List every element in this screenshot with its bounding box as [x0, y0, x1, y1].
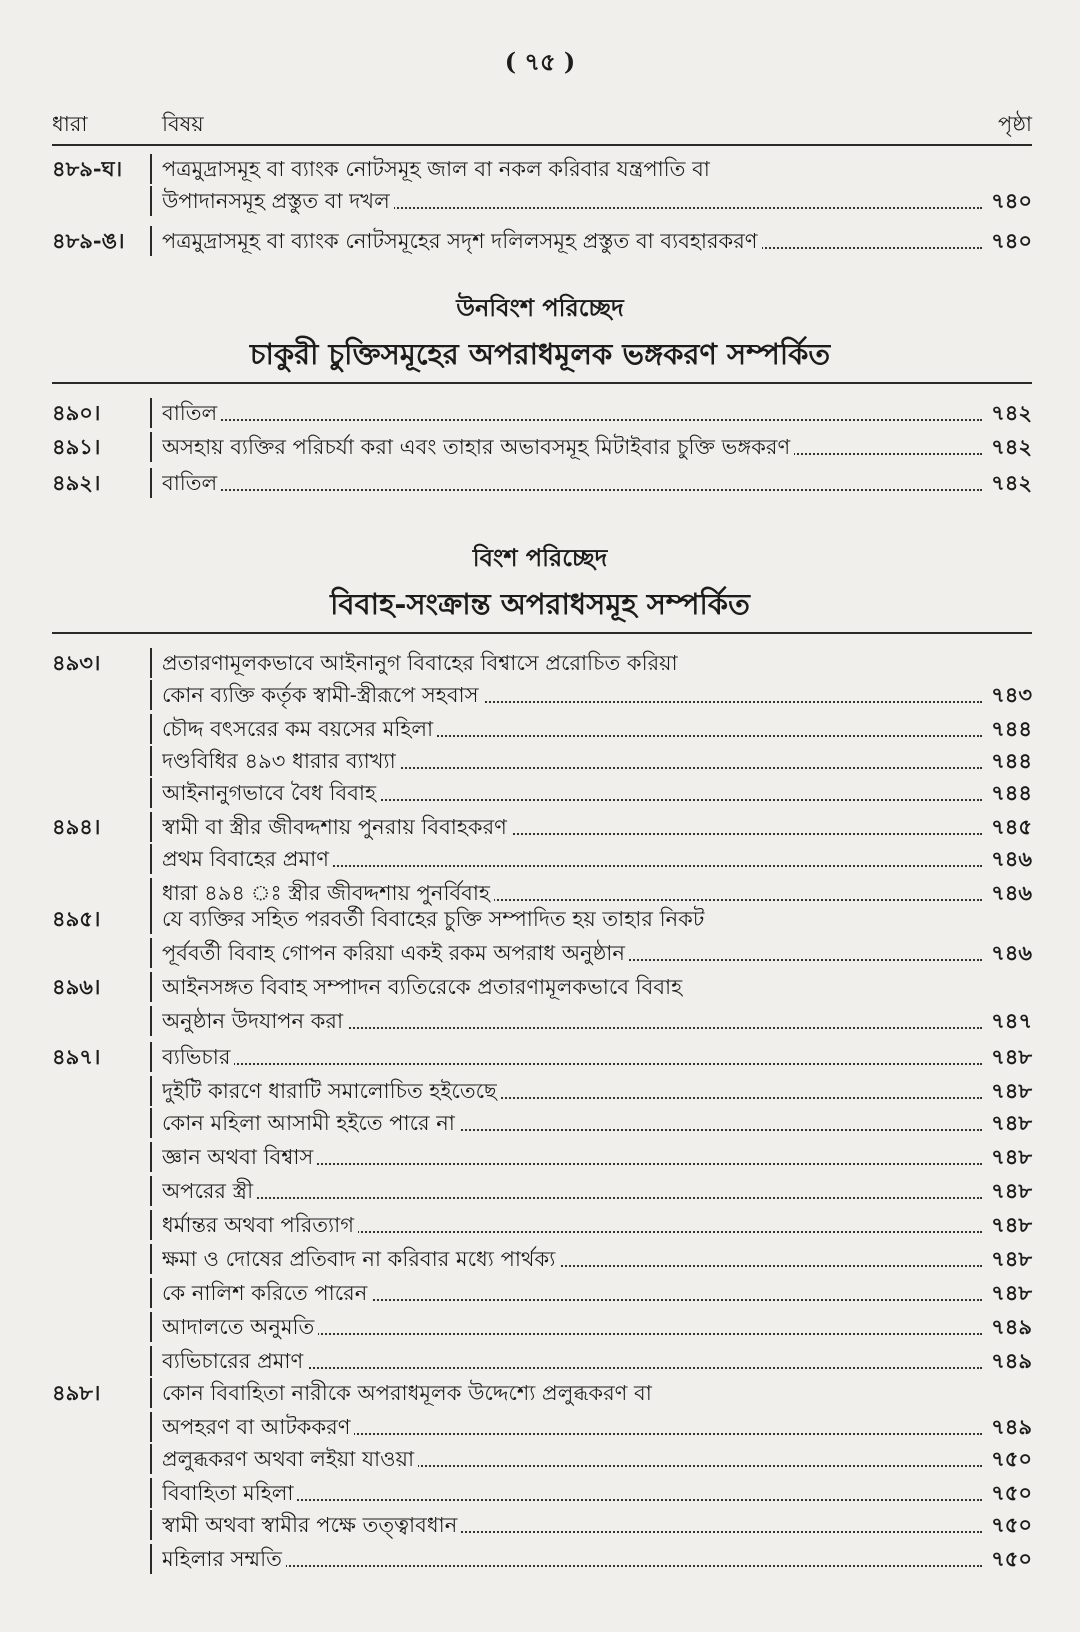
subject-cell — [162, 1106, 982, 1140]
page-number-cell: ৭৪২ — [991, 434, 1032, 459]
subject-cell — [162, 1208, 982, 1242]
toc-row — [52, 1276, 1032, 1310]
subject-cell — [162, 1476, 982, 1510]
column-divider — [150, 1108, 152, 1138]
column-divider — [150, 226, 152, 256]
column-divider — [150, 1544, 152, 1574]
subject-cell — [162, 224, 982, 258]
chapter-20-number: বিংশ পরিচ্ছেদ — [472, 543, 608, 572]
toc-row — [52, 1074, 1032, 1108]
column-divider — [150, 812, 152, 842]
toc-row — [52, 646, 1032, 680]
subject-cell — [162, 1004, 982, 1038]
subject-cell — [162, 1040, 982, 1074]
subject-text: পূর্ববর্তী বিবাহ গোপন করিয়া একই রকম অপরাধ অনুষ্ঠান — [162, 941, 629, 965]
subject-cell — [162, 1140, 982, 1174]
subject-text: কোন ব্যক্তি কর্তৃক স্বামী-স্ত্রীরূপে সহবাস — [162, 683, 483, 707]
column-divider — [150, 844, 152, 874]
toc-row — [52, 970, 1032, 1004]
subject-text: জ্ঞান অথবা বিশ্বাস — [162, 1145, 317, 1169]
page-number-cell: ৭৪৮ — [991, 1246, 1032, 1271]
subject-cell — [162, 1074, 982, 1108]
toc-row — [52, 936, 1032, 970]
subject-text: পত্রমুদ্রাসমূহ বা ব্যাংক নোটসমূহ জাল বা নকল করিবার যন্ত্রপাতি বা — [162, 157, 714, 181]
column-divider — [150, 1142, 152, 1172]
page-number-cell: ৭৪৭ — [991, 1008, 1032, 1033]
column-divider — [150, 398, 152, 428]
subject-cell — [162, 184, 982, 218]
page-number-cell: ৭৪৯ — [991, 1314, 1032, 1339]
subject-cell — [162, 1310, 982, 1344]
section-number: ৪৯৬। — [52, 974, 101, 999]
subject-cell — [162, 678, 982, 712]
toc-row — [52, 776, 1032, 810]
toc-row — [52, 1442, 1032, 1476]
toc-row — [52, 1140, 1032, 1174]
subject-cell — [162, 1542, 982, 1576]
subject-cell — [162, 842, 982, 876]
subject-text: স্বামী বা স্ত্রীর জীবদ্দশায় পুনরায় বিবাহকরণ — [162, 815, 511, 839]
subject-text: মহিলার সম্মতি — [162, 1547, 286, 1571]
subject-text: ব্যভিচার — [162, 1045, 234, 1069]
subject-text: দুইটি কারণে ধারাটি সমালোচিত হইতেছে — [162, 1079, 501, 1103]
subject-cell — [162, 1174, 982, 1208]
header-section: ধারা — [52, 112, 88, 136]
toc-row — [52, 1376, 1032, 1410]
subject-cell — [162, 1508, 982, 1542]
page-number-cell: ৭৪২ — [991, 400, 1032, 425]
toc-row — [52, 1040, 1032, 1074]
page-number-cell: ৭৫০ — [991, 1480, 1032, 1505]
page-number-cell: ৭৪৮ — [991, 1144, 1032, 1169]
toc-row — [52, 1476, 1032, 1510]
subject-text: প্রথম বিবাহের প্রমাণ — [162, 847, 333, 871]
subject-text: উপাদানসমূহ প্রস্তুত বা দখল — [162, 189, 394, 213]
subject-cell — [162, 1376, 982, 1410]
page-number-cell: ৭৪৬ — [991, 940, 1032, 965]
subject-text: ব্যভিচারের প্রমাণ — [162, 1349, 307, 1373]
subject-cell — [162, 152, 982, 186]
column-divider — [150, 468, 152, 498]
toc-row — [52, 744, 1032, 778]
subject-cell — [162, 1410, 982, 1444]
column-divider — [150, 1510, 152, 1540]
subject-text: ধারা ৪৯৪ ঃ স্ত্রীর জীবদ্দশায় পুনর্বিবাহ — [162, 881, 494, 905]
column-divider — [150, 154, 152, 184]
toc-row — [52, 1174, 1032, 1208]
column-divider — [150, 714, 152, 744]
section-number: ৪৯৮। — [52, 1380, 101, 1405]
toc-row — [52, 1344, 1032, 1378]
column-divider — [150, 1176, 152, 1206]
column-divider — [150, 1478, 152, 1508]
page-number-cell: ৭৪৬ — [991, 846, 1032, 871]
dot-leader — [162, 1197, 982, 1199]
toc-row — [52, 1208, 1032, 1242]
subject-cell — [162, 712, 982, 746]
page-number-cell: ৭৫০ — [991, 1512, 1032, 1537]
subject-text: যে ব্যক্তির সহিত পরবর্তী বিবাহের চুক্তি সম্পাদিত হয় তাহার নিকট — [162, 907, 708, 931]
toc-row — [52, 1004, 1032, 1038]
toc-row — [52, 678, 1032, 712]
column-divider — [150, 1346, 152, 1376]
header-page: পৃষ্ঠা — [997, 112, 1032, 136]
subject-text: ক্ষমা ও দোষের প্রতিবাদ না করিবার মধ্যে পার্থক্য — [162, 1247, 559, 1271]
subject-cell — [162, 902, 982, 936]
column-divider — [150, 680, 152, 710]
section-number: ৪৮৯-ঘ। — [52, 156, 123, 181]
toc-row — [52, 1410, 1032, 1444]
subject-cell — [162, 810, 982, 844]
page-number-cell: ৭৪৩ — [991, 682, 1032, 707]
column-divider — [150, 746, 152, 776]
toc-row — [52, 224, 1032, 258]
subject-text: আইনানুগভাবে বৈধ বিবাহ — [162, 781, 380, 805]
chapter-19-number: উনবিংশ পরিচ্ছেদ — [456, 293, 624, 322]
subject-cell — [162, 1344, 982, 1378]
column-divider — [150, 648, 152, 678]
subject-cell — [162, 970, 982, 1004]
dot-leader — [162, 489, 982, 491]
section-number: ৪৯৪। — [52, 814, 101, 839]
page-number-cell: ৭৪৮ — [991, 1280, 1032, 1305]
toc-row — [52, 810, 1032, 844]
subject-text: অসহায় ব্যক্তির পরিচর্যা করা এবং তাহার অভাবসমূহ মিটাইবার চুক্তি ভঙ্গকরণ — [162, 435, 794, 459]
page-number-cell: ৭৪৮ — [991, 1110, 1032, 1135]
toc-row — [52, 902, 1032, 936]
subject-text: বাতিল — [162, 401, 221, 425]
section-number: ৪৮৯-ঙ। — [52, 228, 125, 253]
page-number-cell: ৭৪৪ — [991, 748, 1032, 773]
column-divider — [150, 938, 152, 968]
subject-text: কোন বিবাহিতা নারীকে অপরাধমূলক উদ্দেশ্যে প্রলুব্ধকরণ বা — [162, 1381, 656, 1405]
subject-cell — [162, 744, 982, 778]
column-divider — [150, 1076, 152, 1106]
column-divider — [150, 904, 152, 934]
toc-row — [52, 1542, 1032, 1576]
page-number-cell: ৭৪৮ — [991, 1178, 1032, 1203]
toc-row — [52, 842, 1032, 876]
subject-text: বিবাহিতা মহিলা — [162, 1481, 297, 1505]
toc-row — [52, 184, 1032, 218]
column-divider — [150, 1412, 152, 1442]
column-divider — [150, 1042, 152, 1072]
toc-row — [52, 152, 1032, 186]
column-divider — [150, 1312, 152, 1342]
subject-text: অপহরণ বা আটককরণ — [162, 1415, 354, 1439]
subject-text: বাতিল — [162, 471, 221, 495]
section-number: ৪৯৭। — [52, 1044, 101, 1069]
toc-row — [52, 1106, 1032, 1140]
column-divider — [150, 1378, 152, 1408]
dot-leader — [162, 1063, 982, 1065]
chapter-20-title: বিবাহ-সংক্রান্ত অপরাধসমূহ সম্পর্কিত — [330, 587, 750, 621]
section-number: ৪৯৩। — [52, 650, 101, 675]
subject-text: দণ্ডবিধির ৪৯৩ ধারার ব্যাখ্যা — [162, 749, 400, 773]
page-number-cell: ৭৫০ — [991, 1446, 1032, 1471]
subject-text: স্বামী অথবা স্বামীর পক্ষে তত্ত্বাবধান — [162, 1513, 461, 1537]
page-number-cell: ৭৪৯ — [991, 1348, 1032, 1373]
subject-text: অনুষ্ঠান উদযাপন করা — [162, 1009, 347, 1033]
subject-text: চৌদ্দ বৎসরের কম বয়সের মহিলা — [162, 717, 437, 741]
chapter-19-title: চাকুরী চুক্তিসমূহের অপরাধমূলক ভঙ্গকরণ সম্পর্কিত — [249, 337, 831, 371]
section-number: ৪৯৫। — [52, 906, 101, 931]
page-number-cell: ৭৪৪ — [991, 780, 1032, 805]
toc-row — [52, 1310, 1032, 1344]
subject-cell — [162, 466, 982, 500]
section-number: ৪৯১। — [52, 434, 101, 459]
subject-cell — [162, 430, 982, 464]
subject-text: অপরের স্ত্রী — [162, 1179, 257, 1203]
column-divider — [150, 1210, 152, 1240]
page-number-cell: ৭৪০ — [991, 188, 1032, 213]
toc-row — [52, 430, 1032, 464]
page-number-cell: ৭৪৮ — [991, 1044, 1032, 1069]
column-divider — [150, 778, 152, 808]
page-number-cell: ৭৪০ — [991, 228, 1032, 253]
dot-leader — [162, 419, 982, 421]
toc-row — [52, 1242, 1032, 1276]
toc-row — [52, 396, 1032, 430]
page-number-cell: ৭৫০ — [991, 1546, 1032, 1571]
page-number-cell: ৭৪৫ — [991, 814, 1032, 839]
column-divider — [150, 432, 152, 462]
subject-cell — [162, 1242, 982, 1276]
page-number-cell: ৭৪৬ — [991, 880, 1032, 905]
subject-cell — [162, 396, 982, 430]
subject-text: ধর্মান্তর অথবা পরিত্যাগ — [162, 1213, 358, 1237]
subject-text: প্রলুব্ধকরণ অথবা লইয়া যাওয়া — [162, 1447, 418, 1471]
subject-text: কে নালিশ করিতে পারেন — [162, 1281, 371, 1305]
header-subject: বিষয় — [162, 112, 204, 136]
page-number-cell: ৭৪৯ — [991, 1414, 1032, 1439]
page-number-cell: ৭৪৮ — [991, 1078, 1032, 1103]
column-divider — [150, 1244, 152, 1274]
subject-cell — [162, 776, 982, 810]
subject-cell — [162, 1442, 982, 1476]
subject-text: কোন মহিলা আসামী হইতে পারে না — [162, 1111, 459, 1135]
subject-text: আদালতে অনুমতি — [162, 1315, 318, 1339]
subject-cell — [162, 1276, 982, 1310]
section-number: ৪৯০। — [52, 400, 101, 425]
page-number-cell: ৭৪৪ — [991, 716, 1032, 741]
toc-row — [52, 712, 1032, 746]
subject-cell — [162, 646, 982, 680]
column-divider — [150, 972, 152, 1002]
column-divider — [150, 1278, 152, 1308]
column-divider — [150, 1006, 152, 1036]
subject-text: পত্রমুদ্রাসমূহ বা ব্যাংক নোটসমূহের সদৃশ দলিলসমূহ প্রস্তুত বা ব্যবহারকরণ — [162, 229, 762, 253]
column-divider — [150, 186, 152, 216]
toc-row — [52, 1508, 1032, 1542]
page-number: ( ৭৫ ) — [504, 47, 576, 76]
toc-row — [52, 466, 1032, 500]
page-number-cell: ৭৪২ — [991, 470, 1032, 495]
column-divider — [150, 1444, 152, 1474]
section-number: ৪৯২। — [52, 470, 101, 495]
page-number-cell: ৭৪৮ — [991, 1212, 1032, 1237]
subject-text: প্রতারণামূলকভাবে আইনানুগ বিবাহের বিশ্বাসে প্ররোচিত করিয়া — [162, 651, 682, 675]
subject-text: আইনসঙ্গত বিবাহ সম্পাদন ব্যতিরেকে প্রতারণামূলকভাবে বিবাহ — [162, 975, 686, 999]
subject-cell — [162, 936, 982, 970]
